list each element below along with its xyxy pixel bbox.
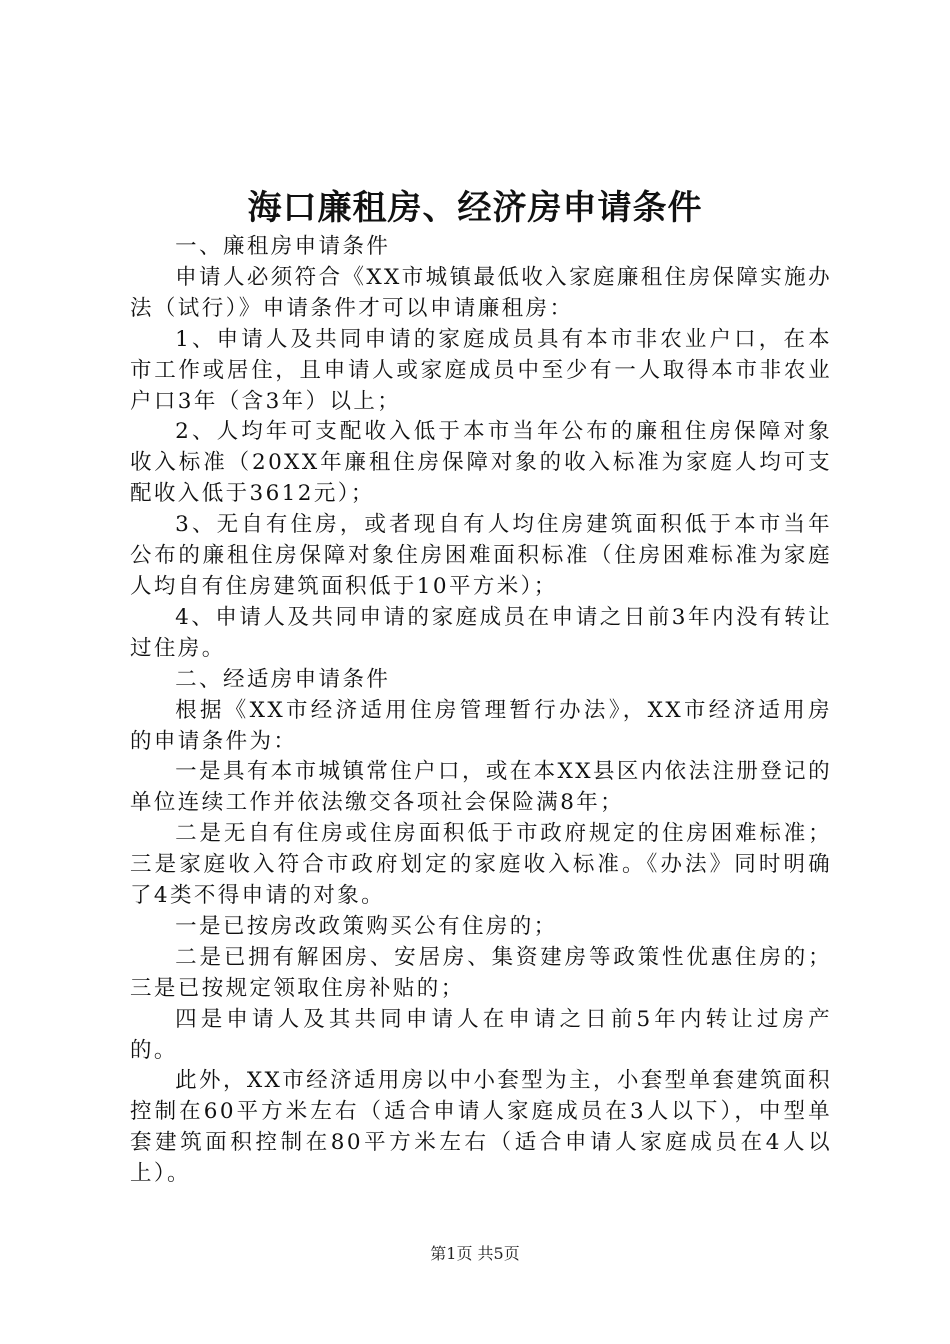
paragraph: 根据《XX市经济适用住房管理暂行办法》，XX市经济适用房的申请条件为： — [130, 697, 832, 754]
paragraph: 二是已拥有解困房、安居房、集资建房等政策性优惠住房的；三是已按规定领取住房补贴的； — [130, 944, 832, 1001]
document-body — [130, 232, 832, 1190]
section-heading: 一、廉租房申请条件 — [175, 234, 391, 259]
paragraph: 此外，XX市经济适用房以中小套型为主，小套型单套建筑面积控制在60平方米左右（适合申请人家庭成员在3人以下），中型单套建筑面积控制在80平方米左右（适合申请人家庭成员在4人以上）。 — [130, 1068, 832, 1187]
paragraph: 四是申请人及其共同申请人在申请之日前5年内转让过房产的。 — [130, 1006, 832, 1063]
document-title: 海口廉租房、经济房申请条件 — [247, 188, 703, 228]
paragraph: 一是具有本市城镇常住户口，或在本XX县区内依法注册登记的单位连续工作并依法缴交各项社会保险满8年； — [130, 759, 832, 816]
list-item: 4、申请人及共同申请的家庭成员在申请之日前3年内没有转让过住房。 — [130, 604, 832, 661]
list-item: 1、申请人及共同申请的家庭成员具有本市非农业户口，在本市工作或居住，且申请人或家庭成员中至少有一人取得本市非农业户口3年（含3年）以上； — [130, 326, 832, 414]
page-number: 第1页 共5页 — [430, 1244, 520, 1263]
list-item: 3、无自有住房，或者现自有人均住房建筑面积低于本市当年公布的廉租住房保障对象住房困难面积标准（住房困难标准为家庭人均自有住房建筑面积低于10平方米）； — [130, 512, 832, 599]
section-heading: 二、经适房申请条件 — [175, 666, 391, 692]
paragraph: 申请人必须符合《XX市城镇最低收入家庭廉租住房保障实施办法（试行）》申请条件才可以申请廉租房： — [130, 264, 832, 321]
paragraph: 二是无自有住房或住房面积低于市政府规定的住房困难标准；三是家庭收入符合市政府划定的家庭收入标准。《办法》同时明确了4类不得申请的对象。 — [130, 821, 832, 909]
list-item: 2、人均年可支配收入低于本市当年公布的廉租住房保障对象收入标准（20XX年廉租住房保障对象的收入标准为家庭人均可支配收入低于3612元）； — [130, 419, 832, 507]
paragraph: 一是已按房改政策购买公有住房的； — [175, 913, 558, 939]
